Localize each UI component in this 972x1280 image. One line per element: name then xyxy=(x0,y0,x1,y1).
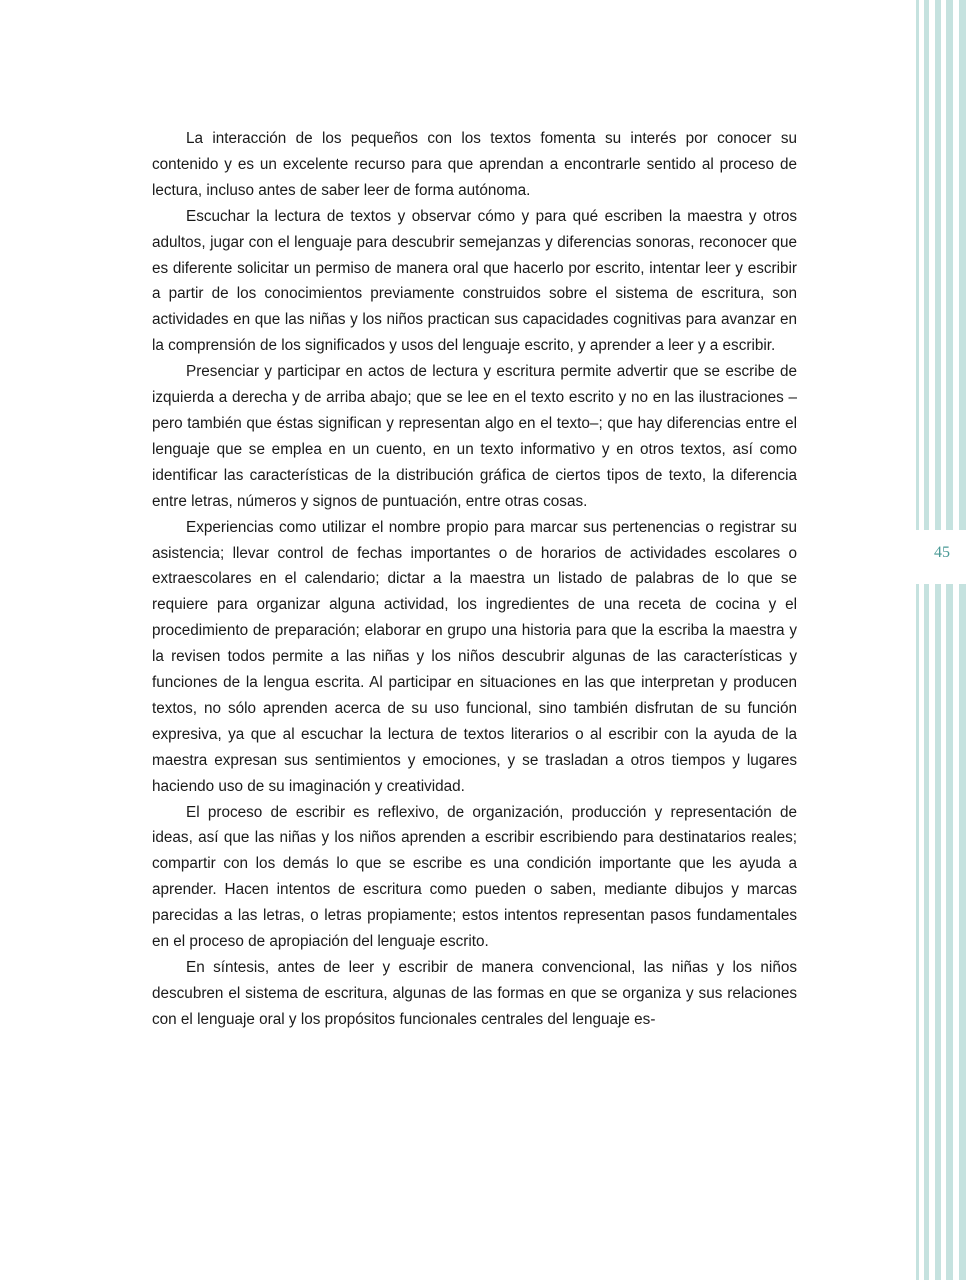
paragraph-3: Presenciar y participar en actos de lectura y escritura permite advertir que se escribe de izquierda a derecha y de arriba abajo; que se lee en el texto escrito y no en las ilustraciones –pero también que éstas significan y representan algo en el texto–; que hay diferencias entre el lenguaje que se emplea en un cuento, en un texto informativo y en otros textos, así como identificar las características de la distribución gráfica de ciertos tipos de texto, la diferencia entre letras, números y signos de puntuación, entre otras cosas. xyxy=(152,363,797,510)
body-text xyxy=(152,126,797,1033)
paragraph-4: Experiencias como utilizar el nombre propio para marcar sus pertenencias o registrar su asistencia; llevar control de fechas importantes o de horarios de actividades escolares o extraescolares en el calendario; dictar a la maestra un listado de palabras de lo que se requiere para organizar alguna actividad, los ingredientes de una receta de cocina y el procedimiento de preparación; elaborar en grupo una historia para que la escriba la maestra y la revisen todos permite a las niñas y los niños descubrir algunas de las características y funciones de la lengua escrita. Al participar en situaciones en las que interpretan y producen textos, no sólo aprenden acerca de su uso funcional, sino también disfrutan de su función expresiva, ya que al escuchar la lectura de textos literarios o al escribir con la ayuda de la maestra expresan sus sentimientos y emociones, y se trasladan a otros tiempos y lugares haciendo uso de su imaginación y creatividad. xyxy=(152,518,797,795)
stripe-3 xyxy=(935,0,941,1280)
stripe-2 xyxy=(924,0,929,1280)
stripe-4 xyxy=(946,0,953,1280)
paragraph-2: Escuchar la lectura de textos y observar cómo y para qué escriben la maestra y otros adultos, jugar con el lenguaje para descubrir semejanzas y diferencias sonoras, reconocer que es diferente solicitar un permiso de manera oral que hacerlo por escrito, intentar leer y escribir a partir de los conocimientos previamente construidos sobre el sistema de escritura, son actividades en que las niñas y los niños practican sus capacidades cognitivas para avanzar en la comprensión de los significados y usos del lenguaje escrito, y aprender a leer y a escribir. xyxy=(152,207,797,355)
decorative-side-stripes xyxy=(912,0,972,1280)
stripe-1 xyxy=(916,0,919,1280)
paragraph-6: En síntesis, antes de leer y escribir de manera convencional, las niñas y los niños descubren el sistema de escritura, algunas de las formas en que se organiza y sus relaciones con el lenguaje oral y los propósitos funcionales centrales del lenguaje es- xyxy=(152,959,797,1028)
stripe-5 xyxy=(959,0,966,1280)
paragraph-5: El proceso de escribir es reflexivo, de organización, producción y representación de ideas, así que las niñas y los niños aprenden a escribir escribiendo para destinatarios reales; compartir con los demás lo que se escribe es una condición importante que les ayuda a aprender. Hacen intentos de escritura como pueden o saben, mediante dibujos y marcas parecidas a las letras, o letras propiamente; estos intentos representan pasos fundamentales en el proceso de apropiación del lenguaje escrito. xyxy=(152,803,797,951)
paragraph-1: La interacción de los pequeños con los textos fomenta su interés por conocer su contenido y es un excelente recurso para que aprendan a encontrarle sentido al proceso de lectura, incluso antes de saber leer de forma autónoma. xyxy=(152,130,797,199)
page-number: 45 xyxy=(934,544,950,561)
